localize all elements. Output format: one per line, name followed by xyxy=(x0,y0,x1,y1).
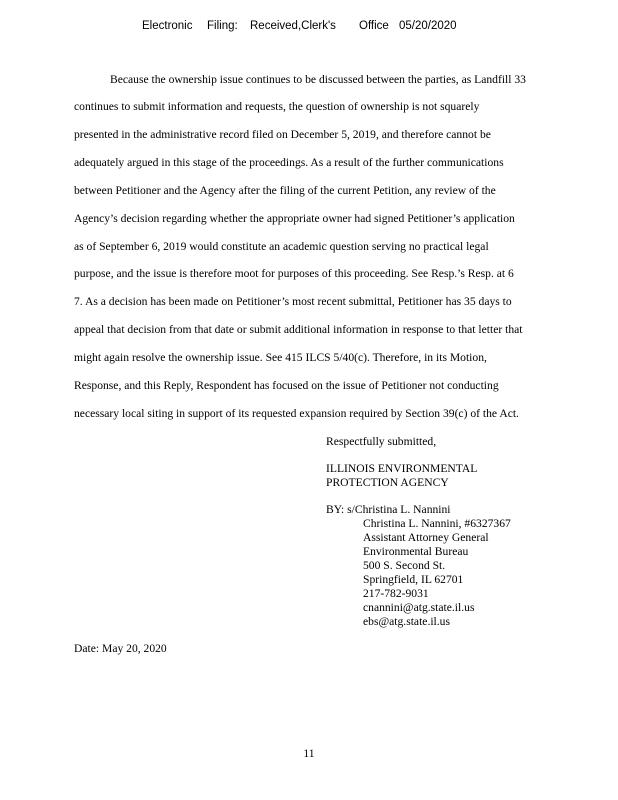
phone-number: 217-782-9031 xyxy=(363,587,429,600)
header-office: Office xyxy=(359,20,389,32)
email-primary: cnannini@atg.state.il.us xyxy=(363,601,475,614)
header-date: 05/20/2020 xyxy=(399,20,457,32)
header-received: Received,Clerk's xyxy=(250,20,336,32)
signature-by-line: BY: s/Christina L. Nannini xyxy=(326,503,451,516)
date-line: Date: May 20, 2020 xyxy=(74,642,167,655)
body-line: between Petitioner and the Agency after the filing of the current Petition, any review of the xyxy=(74,184,496,197)
agency-name-line1: ILLINOIS ENVIRONMENTAL xyxy=(326,462,478,475)
signer-title: Assistant Attorney General xyxy=(363,531,489,544)
closing-text: Respectfully submitted, xyxy=(326,435,437,448)
header-electronic: Electronic xyxy=(142,20,193,32)
body-line: 7. As a decision has been made on Petitioner’s most recent submittal, Petitioner has 35 days to xyxy=(74,295,512,308)
body-line: appeal that decision from that date or submit additional information in response to that letter that xyxy=(74,323,523,336)
address-city: Springfield, IL 62701 xyxy=(363,573,464,586)
body-line: Response, and this Reply, Respondent has focused on the issue of Petitioner not conducting xyxy=(74,379,499,392)
signer-bureau: Environmental Bureau xyxy=(363,545,469,558)
email-secondary: ebs@atg.state.il.us xyxy=(363,615,450,628)
body-line: adequately argued in this stage of the proceedings. As a result of the further communications xyxy=(74,156,504,169)
body-line: as of September 6, 2019 would constitute an academic question serving no practical legal xyxy=(74,240,489,253)
body-line: necessary local siting in support of its requested expansion required by Section 39(c) of the Act. xyxy=(74,407,519,420)
agency-name-line2: PROTECTION AGENCY xyxy=(326,476,449,489)
body-line: might again resolve the ownership issue. See 415 ILCS 5/40(c). Therefore, in its Motion, xyxy=(74,351,487,364)
body-line: presented in the administrative record filed on December 5, 2019, and therefore cannot be xyxy=(74,128,491,141)
body-line: continues to submit information and requests, the question of ownership is not squarely xyxy=(74,100,480,113)
page-number: 11 xyxy=(303,747,315,760)
header-filing: Filing: xyxy=(207,20,238,32)
signer-name: Christina L. Nannini, #6327367 xyxy=(363,517,511,530)
body-line: purpose, and the issue is therefore moot for purposes of this proceeding. See Resp.’s Resp. at 6 xyxy=(74,267,514,280)
address-street: 500 S. Second St. xyxy=(363,559,446,572)
body-line: Because the ownership issue continues to be discussed between the parties, as Landfill 33 xyxy=(110,73,526,86)
body-line: Agency’s decision regarding whether the appropriate owner had signed Petitioner’s application xyxy=(74,212,515,225)
